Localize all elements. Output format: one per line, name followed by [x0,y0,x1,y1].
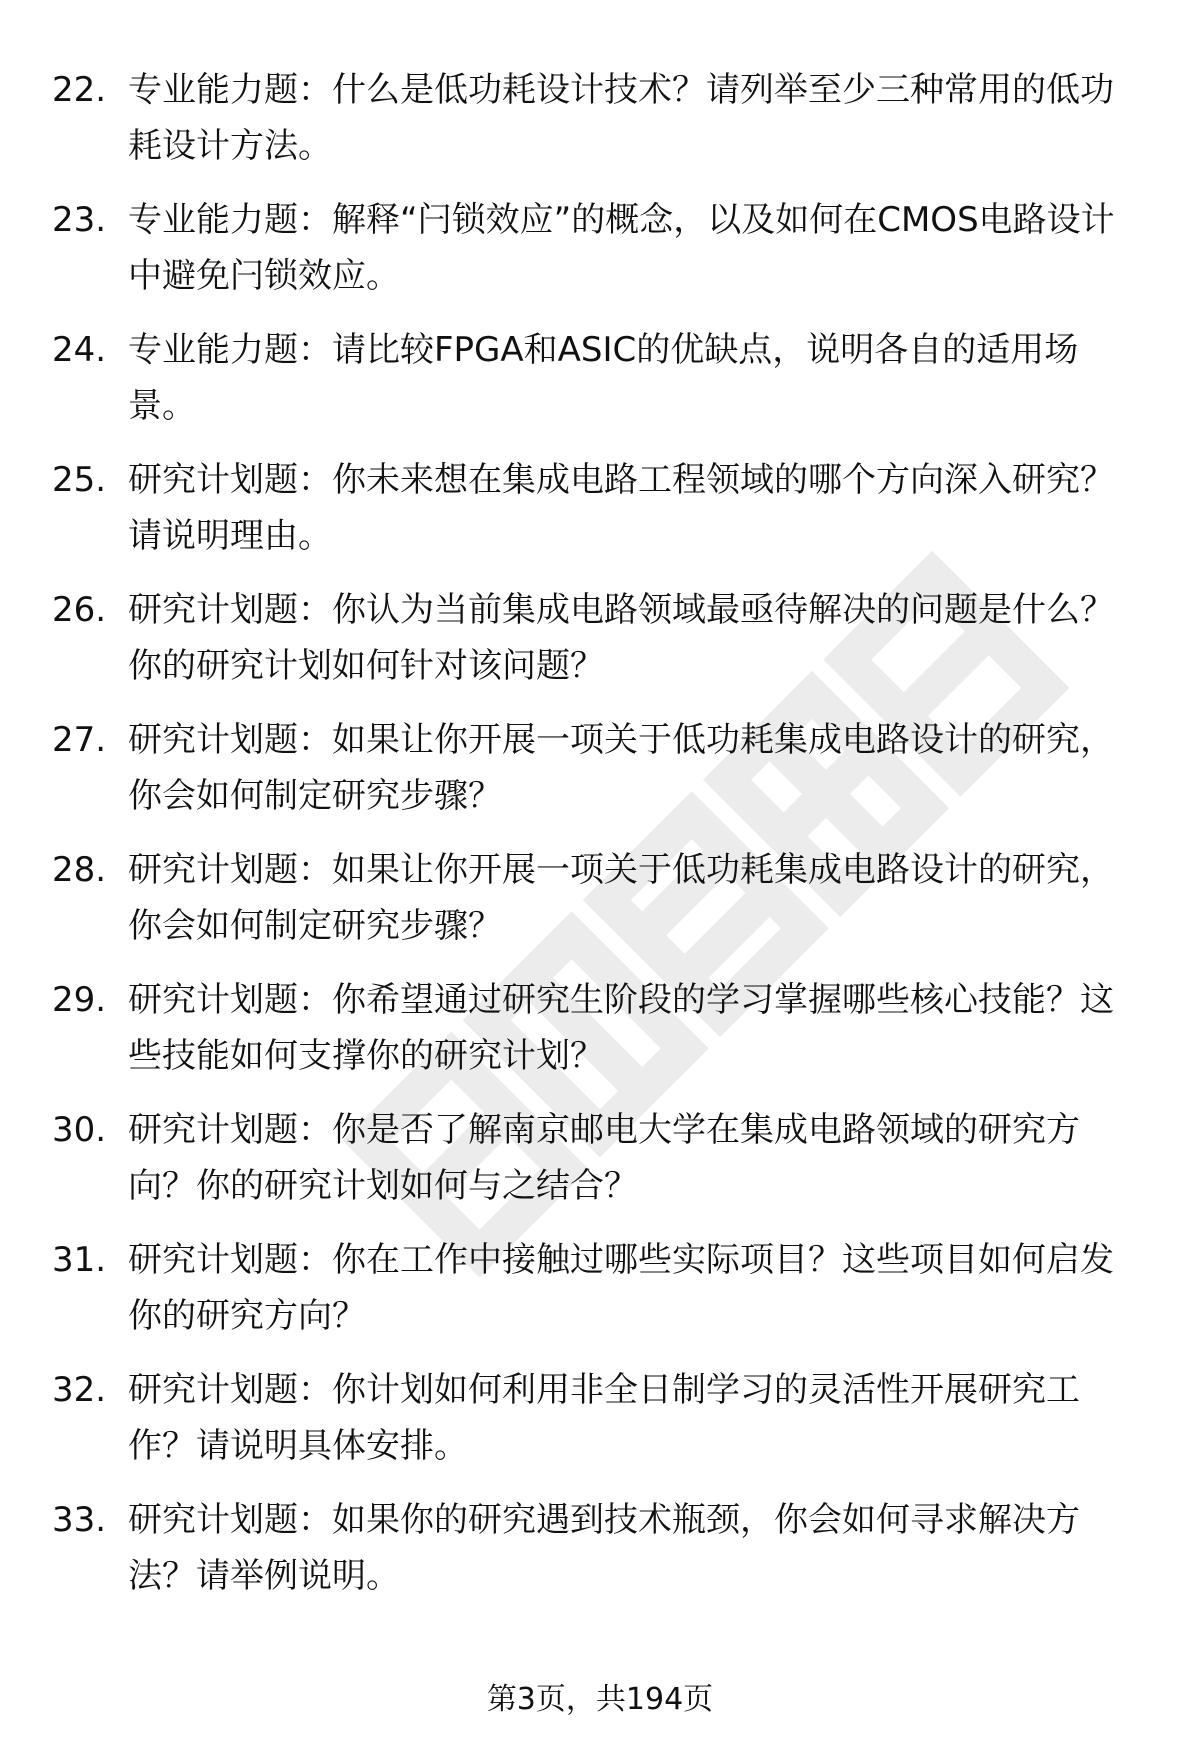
question-item [0,1350,1200,1480]
question-item [0,570,1200,700]
question-item [0,50,1200,180]
question-number: 27. [52,720,107,760]
question-item [0,960,1200,1090]
question-text: 专业能力题：解释“闩锁效应”的概念，以及如何在CMOS电路设计中避免闩锁效应。 [128,200,1115,296]
question-text: 研究计划题：你在工作中接触过哪些实际项目？这些项目如何启发你的研究方向？ [128,1240,1114,1336]
question-text: 研究计划题：如果你的研究遇到技术瓶颈，你会如何寻求解决方法？请举例说明。 [128,1500,1080,1596]
question-number: 31. [52,1240,107,1280]
question-text: 研究计划题：你希望通过研究生阶段的学习掌握哪些核心技能？这些技能如何支撑你的研究计划？ [128,980,1114,1076]
question-text: 专业能力题：什么是低功耗设计技术？请列举至少三种常用的低功耗设计方法。 [128,70,1114,166]
question-item [0,700,1200,830]
question-number: 26. [52,590,107,630]
question-item [0,830,1200,960]
question-number: 23. [52,200,107,240]
question-list [0,50,1200,1610]
question-number: 28. [52,850,107,890]
question-number: 24. [52,330,107,370]
page-footer: 第3页，共194页 [486,1682,714,1717]
question-text: 研究计划题：如果让你开展一项关于低功耗集成电路设计的研究，你会如何制定研究步骤？ [128,850,1114,946]
question-item [0,1480,1200,1610]
question-item [0,310,1200,440]
question-text: 研究计划题：你未来想在集成电路工程领域的哪个方向深入研究？请说明理由。 [128,460,1114,556]
question-item [0,1220,1200,1350]
question-item [0,180,1200,310]
question-number: 32. [52,1370,107,1410]
question-text: 研究计划题：你计划如何利用非全日制学习的灵活性开展研究工作？请说明具体安排。 [128,1370,1080,1466]
question-item [0,440,1200,570]
question-text: 研究计划题：如果让你开展一项关于低功耗集成电路设计的研究，你会如何制定研究步骤？ [128,720,1114,816]
question-item [0,1090,1200,1220]
question-text: 研究计划题：你是否了解南京邮电大学在集成电路领域的研究方向？你的研究计划如何与之结合？ [128,1110,1080,1206]
question-number: 30. [52,1110,107,1150]
question-number: 25. [52,460,107,500]
question-number: 22. [52,70,107,110]
question-number: 29. [52,980,107,1020]
question-text: 专业能力题：请比较FPGA和ASIC的优缺点，说明各自的适用场景。 [128,330,1079,426]
question-number: 33. [52,1500,107,1540]
question-text: 研究计划题：你认为当前集成电路领域最亟待解决的问题是什么？你的研究计划如何针对该问题？ [128,590,1114,686]
